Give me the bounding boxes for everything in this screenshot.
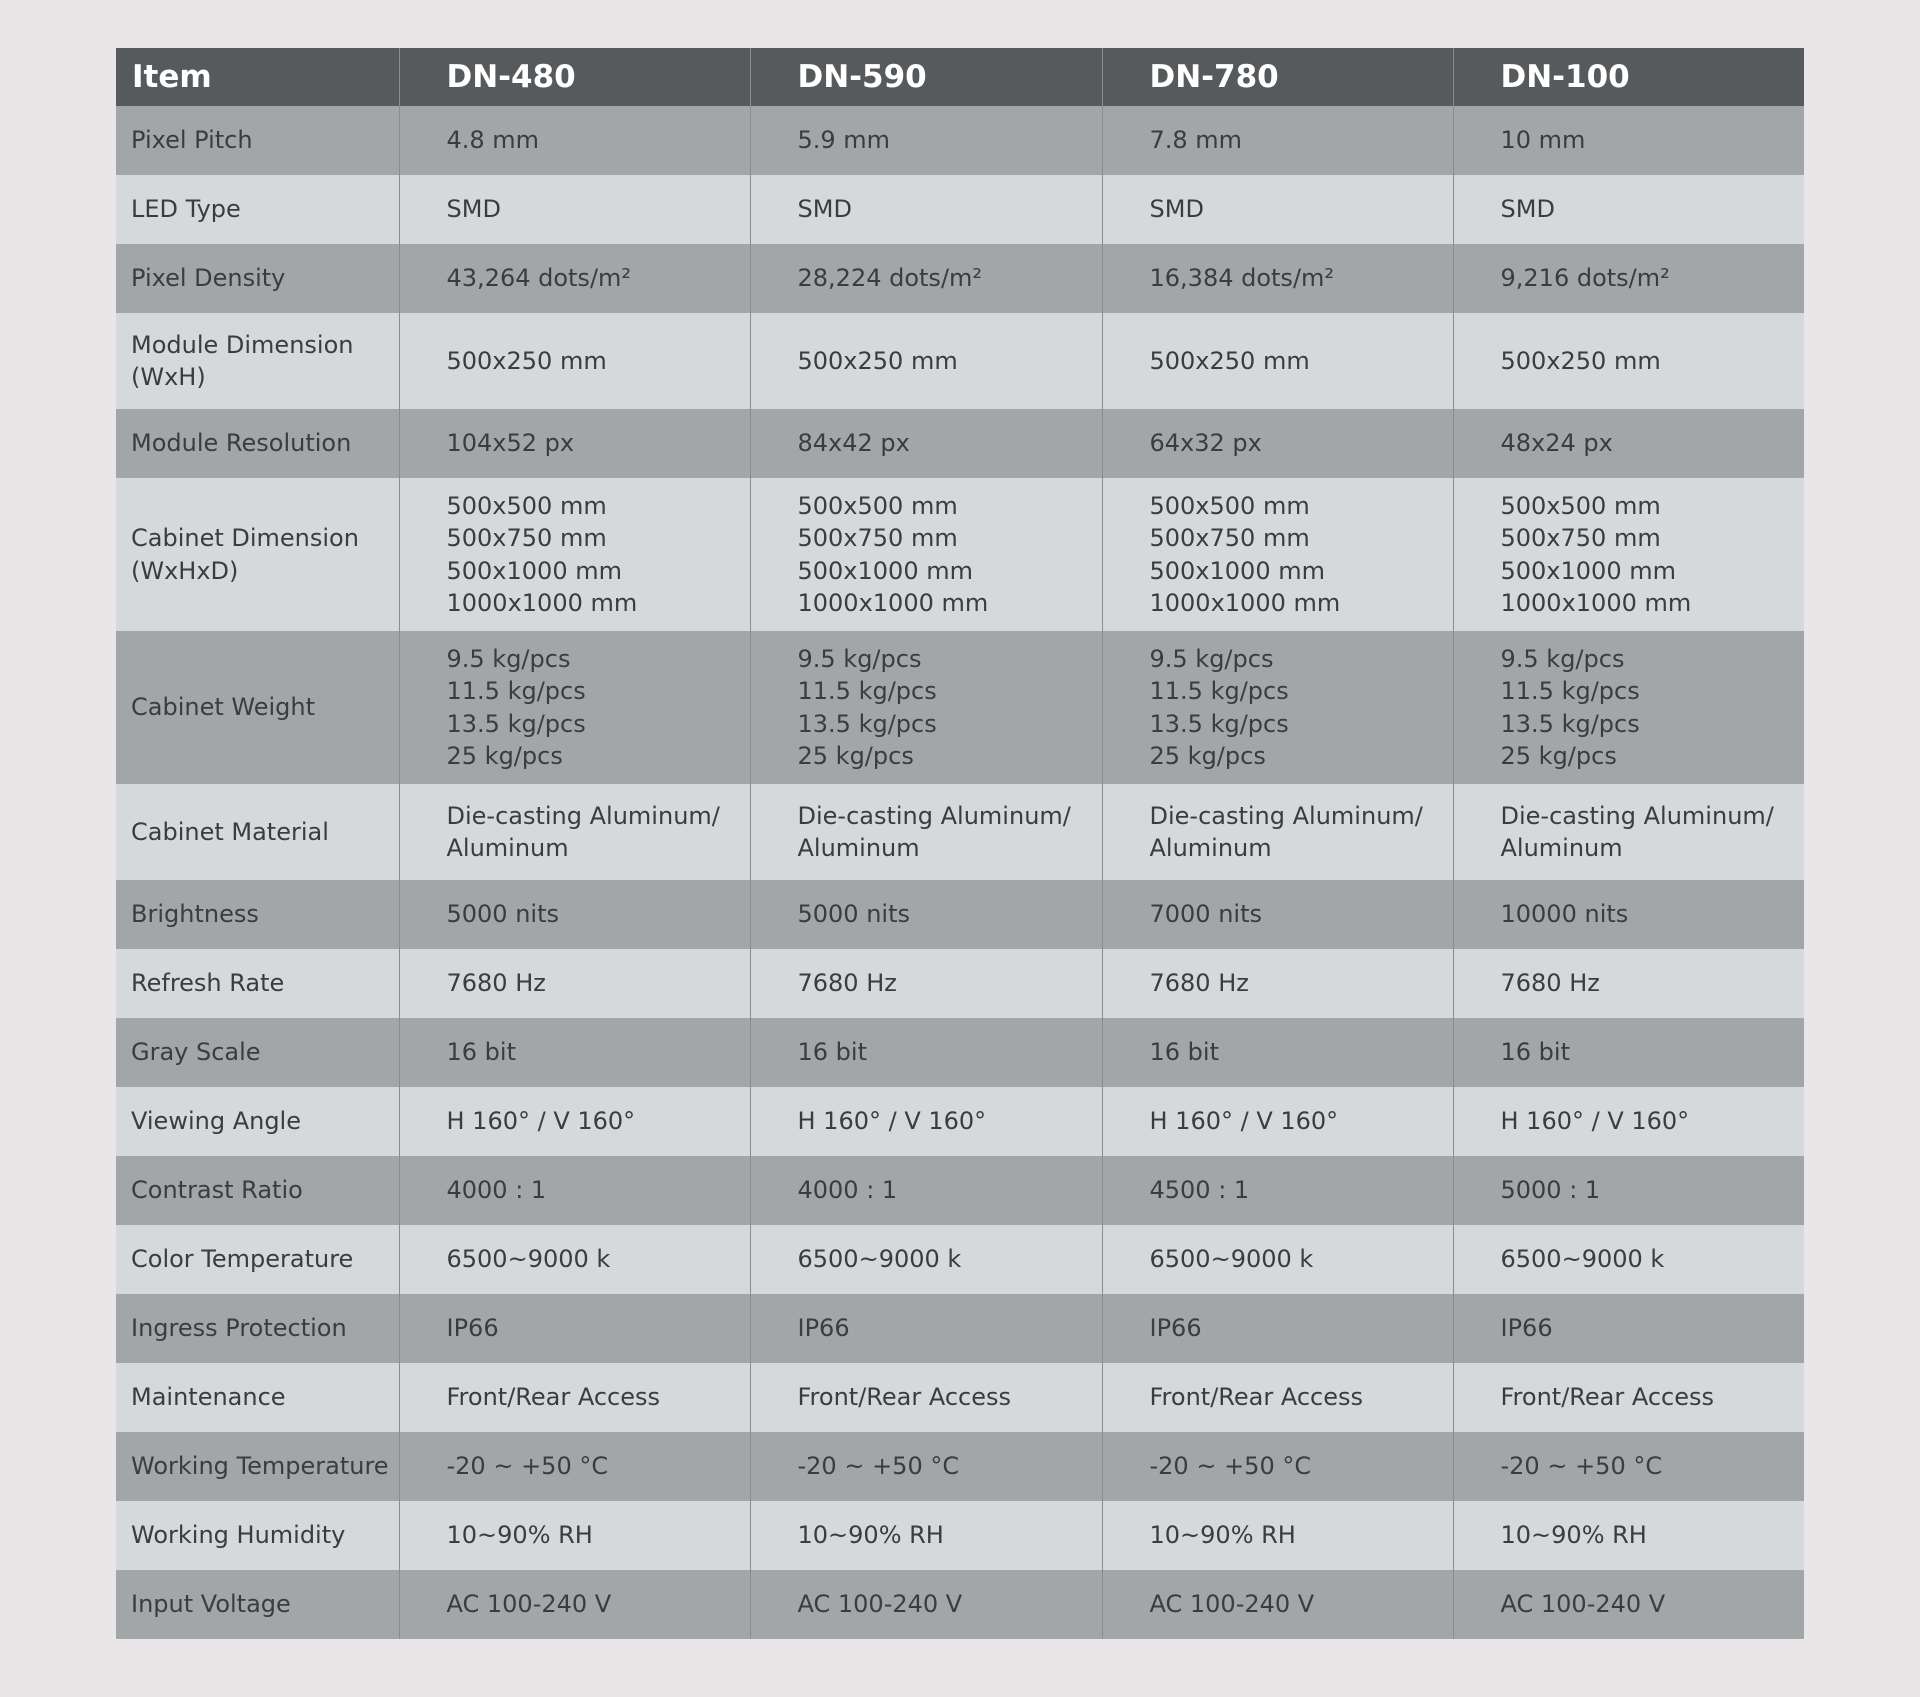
cell-line: Brightness bbox=[131, 900, 259, 929]
table-row bbox=[116, 106, 1804, 175]
table-row bbox=[116, 1501, 1804, 1570]
cell-line: 43,264 dots/m² bbox=[446, 264, 632, 293]
cell-line: 28,224 dots/m² bbox=[797, 264, 983, 293]
cell-line: 7000 nits bbox=[1149, 900, 1262, 929]
cell-line: (WxH) bbox=[131, 363, 206, 391]
spec-cell bbox=[1453, 409, 1804, 478]
spec-cell bbox=[750, 478, 1102, 631]
spec-cell bbox=[399, 784, 750, 880]
cell-line: 16 bit bbox=[1149, 1038, 1219, 1067]
spec-cell bbox=[1453, 1225, 1804, 1294]
spec-cell bbox=[750, 106, 1102, 175]
spec-cell bbox=[1453, 478, 1804, 631]
cell-line: 11.5 kg/pcs bbox=[446, 677, 586, 705]
table-row bbox=[116, 1018, 1804, 1087]
spec-cell bbox=[1102, 1225, 1453, 1294]
cell-line: AC 100-240 V bbox=[1500, 1590, 1666, 1619]
spec-cell bbox=[1102, 1294, 1453, 1363]
spec-cell bbox=[750, 949, 1102, 1018]
cell-line: 25 kg/pcs bbox=[1149, 742, 1266, 770]
cell-line: 5000 : 1 bbox=[1500, 1176, 1601, 1205]
table-header bbox=[116, 48, 1804, 106]
spec-cell bbox=[1453, 1432, 1804, 1501]
cell-line: 16 bit bbox=[446, 1038, 516, 1067]
cell-line: Aluminum bbox=[446, 834, 569, 862]
cell-line: 10~90% RH bbox=[1500, 1521, 1647, 1550]
table-row bbox=[116, 1087, 1804, 1156]
cell-line: 7.8 mm bbox=[1149, 126, 1243, 155]
cell-line: AC 100-240 V bbox=[797, 1590, 963, 1619]
spec-cell bbox=[750, 1432, 1102, 1501]
cell-line: 10~90% RH bbox=[446, 1521, 593, 1550]
spec-cell bbox=[750, 1294, 1102, 1363]
spec-cell bbox=[1102, 631, 1453, 784]
cell-line: SMD bbox=[1500, 195, 1555, 224]
table-row bbox=[116, 244, 1804, 313]
cell-line: 7680 Hz bbox=[1500, 969, 1600, 998]
cell-line: H 160° / V 160° bbox=[797, 1107, 987, 1136]
cell-line: Die-casting Aluminum/ bbox=[1500, 801, 1774, 830]
cell-line: 500x750 mm bbox=[1149, 524, 1310, 552]
cell-line: 500x1000 mm bbox=[1149, 556, 1325, 585]
spec-cell bbox=[1453, 244, 1804, 313]
row-label bbox=[116, 1018, 399, 1087]
cell-line: 10~90% RH bbox=[1149, 1521, 1296, 1550]
header-model-dn-590: DN-590 bbox=[750, 48, 1102, 106]
cell-line: 500x250 mm bbox=[1149, 346, 1310, 375]
spec-cell bbox=[399, 1225, 750, 1294]
spec-cell bbox=[1102, 784, 1453, 880]
spec-cell bbox=[750, 1501, 1102, 1570]
cell-line: IP66 bbox=[1500, 1314, 1553, 1343]
spec-cell bbox=[1453, 1363, 1804, 1432]
row-label bbox=[116, 409, 399, 478]
header-model-dn-480: DN-480 bbox=[399, 48, 750, 106]
cell-line: 9.5 kg/pcs bbox=[1500, 644, 1625, 673]
spec-cell bbox=[1453, 313, 1804, 409]
spec-cell bbox=[1102, 1018, 1453, 1087]
cell-line: 6500~9000 k bbox=[1500, 1245, 1665, 1274]
spec-cell bbox=[750, 1018, 1102, 1087]
spec-cell bbox=[1453, 1018, 1804, 1087]
cell-line: 6500~9000 k bbox=[1149, 1245, 1314, 1274]
cell-line: AC 100-240 V bbox=[1149, 1590, 1315, 1619]
cell-line: Module Dimension bbox=[131, 330, 354, 359]
table-row bbox=[116, 631, 1804, 784]
table-row bbox=[116, 784, 1804, 880]
spec-cell bbox=[1453, 1294, 1804, 1363]
spec-cell bbox=[399, 1087, 750, 1156]
row-label bbox=[116, 1294, 399, 1363]
cell-line: Maintenance bbox=[131, 1383, 286, 1412]
cell-line: Cabinet Material bbox=[131, 817, 329, 846]
spec-cell bbox=[399, 880, 750, 949]
table-row bbox=[116, 1363, 1804, 1432]
spec-cell bbox=[1453, 175, 1804, 244]
cell-line: Cabinet Weight bbox=[131, 693, 315, 722]
table-row bbox=[116, 409, 1804, 478]
cell-line: AC 100-240 V bbox=[446, 1590, 612, 1619]
cell-line: Refresh Rate bbox=[131, 969, 285, 998]
cell-line: 4000 : 1 bbox=[797, 1176, 898, 1205]
cell-line: 104x52 px bbox=[446, 429, 575, 458]
spec-cell bbox=[750, 1156, 1102, 1225]
cell-line: 13.5 kg/pcs bbox=[1149, 709, 1289, 738]
spec-cell bbox=[1453, 949, 1804, 1018]
spec-cell bbox=[1453, 1570, 1804, 1639]
cell-line: H 160° / V 160° bbox=[1149, 1107, 1339, 1136]
cell-line: 4500 : 1 bbox=[1149, 1176, 1250, 1205]
cell-line: -20 ~ +50 °C bbox=[797, 1452, 960, 1481]
cell-line: 11.5 kg/pcs bbox=[797, 677, 937, 705]
row-label bbox=[116, 1156, 399, 1225]
cell-line: 48x24 px bbox=[1500, 429, 1613, 458]
spec-cell bbox=[1102, 1501, 1453, 1570]
cell-line: Working Temperature bbox=[131, 1452, 389, 1481]
spec-cell bbox=[1102, 175, 1453, 244]
cell-line: 25 kg/pcs bbox=[446, 742, 563, 770]
spec-cell bbox=[1453, 106, 1804, 175]
spec-cell bbox=[399, 1432, 750, 1501]
cell-line: Cabinet Dimension bbox=[131, 524, 359, 552]
cell-line: 10000 nits bbox=[1500, 900, 1629, 929]
cell-line: Aluminum bbox=[1500, 834, 1623, 862]
spec-cell bbox=[1102, 1087, 1453, 1156]
table-row bbox=[116, 313, 1804, 409]
spec-cell bbox=[399, 631, 750, 784]
cell-line: Module Resolution bbox=[131, 429, 352, 458]
header-model-dn-100: DN-100 bbox=[1453, 48, 1804, 106]
cell-line: 5.9 mm bbox=[797, 126, 891, 155]
cell-line: Die-casting Aluminum/ bbox=[446, 801, 720, 830]
table-row bbox=[116, 478, 1804, 631]
cell-line: 13.5 kg/pcs bbox=[797, 709, 937, 738]
cell-line: Front/Rear Access bbox=[1500, 1383, 1715, 1412]
spec-cell bbox=[1453, 1087, 1804, 1156]
cell-line: 64x32 px bbox=[1149, 429, 1262, 458]
spec-cell bbox=[1453, 631, 1804, 784]
spec-cell bbox=[750, 1363, 1102, 1432]
cell-line: 1000x1000 mm bbox=[1149, 589, 1341, 617]
spec-cell bbox=[399, 1363, 750, 1432]
cell-line: 500x250 mm bbox=[797, 346, 958, 375]
spec-cell bbox=[399, 409, 750, 478]
cell-line: 16,384 dots/m² bbox=[1149, 264, 1335, 293]
header-item: Item bbox=[116, 48, 399, 106]
spec-cell bbox=[750, 409, 1102, 478]
cell-line: 4.8 mm bbox=[446, 126, 540, 155]
cell-line: -20 ~ +50 °C bbox=[1500, 1452, 1663, 1481]
cell-line: Aluminum bbox=[1149, 834, 1272, 862]
cell-line: 500x750 mm bbox=[1500, 524, 1661, 552]
cell-line: Front/Rear Access bbox=[797, 1383, 1012, 1412]
cell-line: Front/Rear Access bbox=[446, 1383, 661, 1412]
cell-line: Viewing Angle bbox=[131, 1107, 301, 1136]
cell-line: Contrast Ratio bbox=[131, 1176, 303, 1205]
spec-cell bbox=[1102, 409, 1453, 478]
cell-line: -20 ~ +50 °C bbox=[446, 1452, 609, 1481]
row-label bbox=[116, 880, 399, 949]
cell-line: 1000x1000 mm bbox=[1500, 589, 1692, 617]
cell-line: Aluminum bbox=[797, 834, 920, 862]
spec-cell bbox=[399, 175, 750, 244]
spec-cell bbox=[1453, 784, 1804, 880]
cell-line: SMD bbox=[1149, 195, 1204, 224]
spec-cell bbox=[750, 313, 1102, 409]
header-model-dn-780: DN-780 bbox=[1102, 48, 1453, 106]
cell-line: IP66 bbox=[797, 1314, 850, 1343]
row-label bbox=[116, 313, 399, 409]
cell-line: 500x500 mm bbox=[1500, 491, 1661, 520]
spec-cell bbox=[399, 478, 750, 631]
cell-line: Working Humidity bbox=[131, 1521, 346, 1550]
spec-cell bbox=[399, 949, 750, 1018]
table-row bbox=[116, 880, 1804, 949]
cell-line: 11.5 kg/pcs bbox=[1149, 677, 1289, 705]
cell-line: 9.5 kg/pcs bbox=[446, 644, 571, 673]
spec-table bbox=[116, 48, 1804, 1639]
spec-cell bbox=[399, 313, 750, 409]
spec-cell bbox=[750, 1087, 1102, 1156]
cell-line: 13.5 kg/pcs bbox=[1500, 709, 1640, 738]
cell-line: IP66 bbox=[1149, 1314, 1202, 1343]
cell-line: 16 bit bbox=[1500, 1038, 1570, 1067]
table-row bbox=[116, 1225, 1804, 1294]
spec-cell bbox=[399, 1018, 750, 1087]
row-label bbox=[116, 1225, 399, 1294]
table-row bbox=[116, 1570, 1804, 1639]
spec-cell bbox=[1102, 244, 1453, 313]
row-label bbox=[116, 631, 399, 784]
spec-cell bbox=[1102, 313, 1453, 409]
cell-line: 7680 Hz bbox=[797, 969, 897, 998]
cell-line: 500x500 mm bbox=[446, 491, 607, 520]
cell-line: 6500~9000 k bbox=[446, 1245, 611, 1274]
cell-line: 9.5 kg/pcs bbox=[797, 644, 922, 673]
table-row bbox=[116, 1432, 1804, 1501]
spec-cell bbox=[750, 880, 1102, 949]
cell-line: 10~90% RH bbox=[797, 1521, 944, 1550]
cell-line: 500x1000 mm bbox=[797, 556, 973, 585]
table-row bbox=[116, 949, 1804, 1018]
row-label bbox=[116, 949, 399, 1018]
cell-line: 5000 nits bbox=[797, 900, 910, 929]
cell-line: 9,216 dots/m² bbox=[1500, 264, 1670, 293]
cell-line: 1000x1000 mm bbox=[446, 589, 638, 617]
spec-cell bbox=[750, 244, 1102, 313]
cell-line: 25 kg/pcs bbox=[1500, 742, 1617, 770]
spec-cell bbox=[1453, 880, 1804, 949]
cell-line: 500x1000 mm bbox=[1500, 556, 1676, 585]
cell-line: 13.5 kg/pcs bbox=[446, 709, 586, 738]
cell-line: Die-casting Aluminum/ bbox=[797, 801, 1071, 830]
cell-line: -20 ~ +50 °C bbox=[1149, 1452, 1312, 1481]
spec-cell bbox=[1102, 949, 1453, 1018]
cell-line: 500x500 mm bbox=[797, 491, 958, 520]
spec-cell bbox=[750, 1570, 1102, 1639]
row-label bbox=[116, 1501, 399, 1570]
cell-line: 11.5 kg/pcs bbox=[1500, 677, 1640, 705]
spec-cell bbox=[399, 1294, 750, 1363]
cell-line: 500x250 mm bbox=[446, 346, 607, 375]
cell-line: Pixel Density bbox=[131, 264, 286, 293]
spec-cell bbox=[1102, 1570, 1453, 1639]
cell-line: 10 mm bbox=[1500, 126, 1586, 155]
cell-line: 9.5 kg/pcs bbox=[1149, 644, 1274, 673]
cell-line: 84x42 px bbox=[797, 429, 910, 458]
spec-cell bbox=[750, 1225, 1102, 1294]
cell-line: 500x250 mm bbox=[1500, 346, 1661, 375]
spec-cell bbox=[1102, 1432, 1453, 1501]
row-label bbox=[116, 1432, 399, 1501]
cell-line: 25 kg/pcs bbox=[797, 742, 914, 770]
cell-line: 1000x1000 mm bbox=[797, 589, 989, 617]
spec-cell bbox=[750, 175, 1102, 244]
cell-line: SMD bbox=[446, 195, 501, 224]
cell-line: 7680 Hz bbox=[446, 969, 546, 998]
cell-line: Front/Rear Access bbox=[1149, 1383, 1364, 1412]
cell-line: H 160° / V 160° bbox=[446, 1107, 636, 1136]
cell-line: LED Type bbox=[131, 195, 241, 224]
spec-cell bbox=[1102, 106, 1453, 175]
table-row bbox=[116, 1294, 1804, 1363]
cell-line: Input Voltage bbox=[131, 1590, 291, 1619]
row-label bbox=[116, 1087, 399, 1156]
cell-line: 16 bit bbox=[797, 1038, 867, 1067]
spec-cell bbox=[1102, 1363, 1453, 1432]
cell-line: IP66 bbox=[446, 1314, 499, 1343]
cell-line: 4000 : 1 bbox=[446, 1176, 547, 1205]
row-label bbox=[116, 478, 399, 631]
table-body bbox=[116, 106, 1804, 1639]
row-label bbox=[116, 106, 399, 175]
cell-line: Die-casting Aluminum/ bbox=[1149, 801, 1423, 830]
cell-line: Color Temperature bbox=[131, 1245, 354, 1274]
spec-cell bbox=[399, 1501, 750, 1570]
cell-line: 500x750 mm bbox=[446, 524, 607, 552]
spec-cell bbox=[399, 244, 750, 313]
row-label bbox=[116, 1363, 399, 1432]
cell-line: 500x500 mm bbox=[1149, 491, 1310, 520]
spec-cell bbox=[1102, 880, 1453, 949]
spec-cell bbox=[750, 784, 1102, 880]
spec-cell bbox=[399, 106, 750, 175]
row-label bbox=[116, 1570, 399, 1639]
cell-line: Ingress Protection bbox=[131, 1314, 347, 1343]
spec-cell bbox=[399, 1570, 750, 1639]
cell-line: H 160° / V 160° bbox=[1500, 1107, 1690, 1136]
table-row bbox=[116, 175, 1804, 244]
row-label bbox=[116, 784, 399, 880]
spec-cell bbox=[1102, 1156, 1453, 1225]
spec-cell bbox=[399, 1156, 750, 1225]
table-row bbox=[116, 1156, 1804, 1225]
row-label bbox=[116, 175, 399, 244]
cell-line: 500x750 mm bbox=[797, 524, 958, 552]
cell-line: Gray Scale bbox=[131, 1038, 261, 1067]
cell-line: (WxHxD) bbox=[131, 556, 239, 585]
cell-line: 6500~9000 k bbox=[797, 1245, 962, 1274]
row-label bbox=[116, 244, 399, 313]
header-row bbox=[116, 48, 1804, 106]
spec-cell bbox=[1102, 478, 1453, 631]
spec-cell bbox=[1453, 1501, 1804, 1570]
cell-line: 7680 Hz bbox=[1149, 969, 1249, 998]
spec-cell bbox=[750, 631, 1102, 784]
cell-line: Pixel Pitch bbox=[131, 126, 253, 155]
cell-line: 500x1000 mm bbox=[446, 556, 622, 585]
cell-line: 5000 nits bbox=[446, 900, 559, 929]
spec-cell bbox=[1453, 1156, 1804, 1225]
cell-line: SMD bbox=[797, 195, 852, 224]
